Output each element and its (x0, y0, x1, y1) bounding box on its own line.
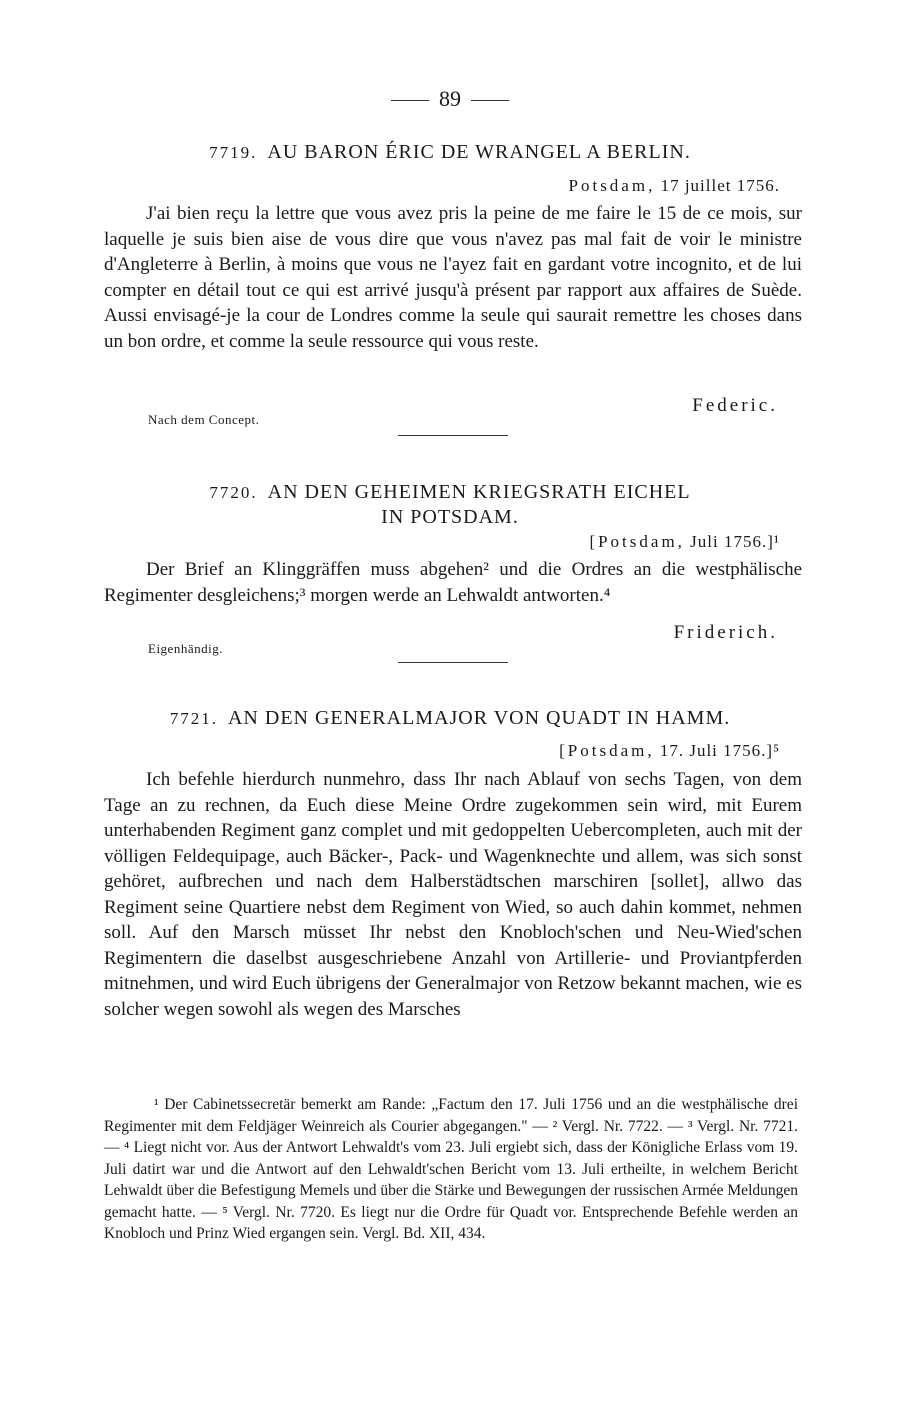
letter-heading: AN DEN GEHEIMEN KRIEGSRATH EICHEL (267, 481, 691, 503)
letter-heading: AN DEN GENERALMAJOR VON QUADT IN HAMM. (227, 707, 731, 729)
dateline (589, 532, 780, 552)
letter-number: 7720. (209, 483, 258, 502)
dateline (559, 741, 780, 761)
section-divider (398, 662, 508, 663)
letter-body: Ich befehle hierdurch nunmehro, dass Ihr nach Ablauf von sechs Tagen, von dem Tage an zu rechnen, da Euch diese Meine Ordre zugekommen sein wird, mit Eurem unterhabenden Regiment ganz complet und mit gedoppelten Uebercompleten, auch mit der völligen Feldequipage, auch Bäcker-, Pack- und Wagenknechte und allem, was sich sonst gehöret, aufbrechen und nach dem Halberstädtschen marschiren [sollet], allwo das Regiment seine Quartiere nebst dem Regiment von Wied, so auch dahin kommet, nehmen soll. Auf den Marsch müsset Ihr nebst den Knobloch'schen und Neu-Wied'schen Regimentern die daselbst ausgeschriebene Anzahl von Artillerie- und Proviantpferden mitnehmen, und wird Euch übrigens der Generalmajor von Retzow bekannt machen, wie es solcher wegen sowohl als wegen des Marsches (104, 769, 802, 1020)
source-note: Nach dem Concept. (148, 412, 260, 427)
letter-number: 7719. (209, 143, 258, 162)
dateline-place: [Potsdam, (559, 741, 655, 760)
dateline (569, 176, 780, 196)
dateline-date: Juli 1756.]¹ (690, 532, 780, 551)
footnotes: ¹ Der Cabinetssecretär bemerkt am Rande: „Factum den 17. Juli 1756 und an die westphälische drei Regimenter mit dem Feldjäger Weinreich als Courier abgegangen." — ² Vergl. Nr. 7722. — ³ Vergl. Nr. 7721. — ⁴ Liegt nicht vor. Aus der Antwort Lehwaldt's vom 23. Juli ergiebt sich, dass der Königliche Erlass vom 19. Juli datirt war und die Antwort auf den Lehwaldt'schen Bericht vom 13. Juli ertheilte, in welchem Bericht Lehwaldt über die Befestigung Memels und über die Stärke und Bewegungen der russischen Armée Meldungen gemacht hatte. — ⁵ Vergl. Nr. 7720. Es liegt nur die Ordre für Quadt vor. Entsprechende Befehle werden an Knobloch und Prinz Wied ergangen sein. Vergl. Bd. XII, 434. (104, 1096, 798, 1242)
letter-title (0, 706, 900, 731)
letter-heading: AU BARON ÉRIC DE WRANGEL A BERLIN. (267, 141, 691, 163)
dateline-place: Potsdam, (568, 176, 656, 195)
dateline-place: [Potsdam, (589, 532, 685, 551)
letter-body: J'ai bien reçu la lettre que vous avez pris la peine de me faire le 15 de ce mois, sur laquelle je suis bien aise de vous dire que vous n'avez pas mal fait de voir le ministre d'Angleterre à Berlin, à moins que vous ne l'ayez fait en gardant votre incognito, et de lui compter en détail tout ce qui est arrivé jusqu'à présent par rapport aux affaires de Suède. Aussi envisagé-je la cour de Londres comme la seule qui saurait remettre les choses dans un bon ordre, et comme la seule ressource qui vous reste. (104, 203, 802, 352)
source-note: Eigenhändig. (148, 641, 223, 656)
section-divider (398, 435, 508, 436)
letter-number: 7721. (169, 709, 218, 728)
letter-title (0, 480, 900, 530)
letter-heading-line-2: IN POTSDAM. (381, 506, 519, 528)
letter-body: Der Brief an Klinggräffen muss abgehen² und die Ordres an die westphälische Regimenter desgleichens;³ morgen werde an Lehwaldt antworten.⁴ (104, 559, 802, 606)
page-header (0, 86, 900, 112)
header-rule-right (471, 100, 509, 101)
page-number: 89 (439, 86, 461, 111)
header-rule-left (391, 100, 429, 101)
letter-signature: Friderich. (673, 622, 778, 643)
dateline-date: 17 juillet 1756. (660, 176, 780, 195)
dateline-date: 17. Juli 1756.]⁵ (659, 741, 780, 760)
letter-title (0, 140, 900, 165)
letter-signature: Federic. (692, 395, 778, 416)
